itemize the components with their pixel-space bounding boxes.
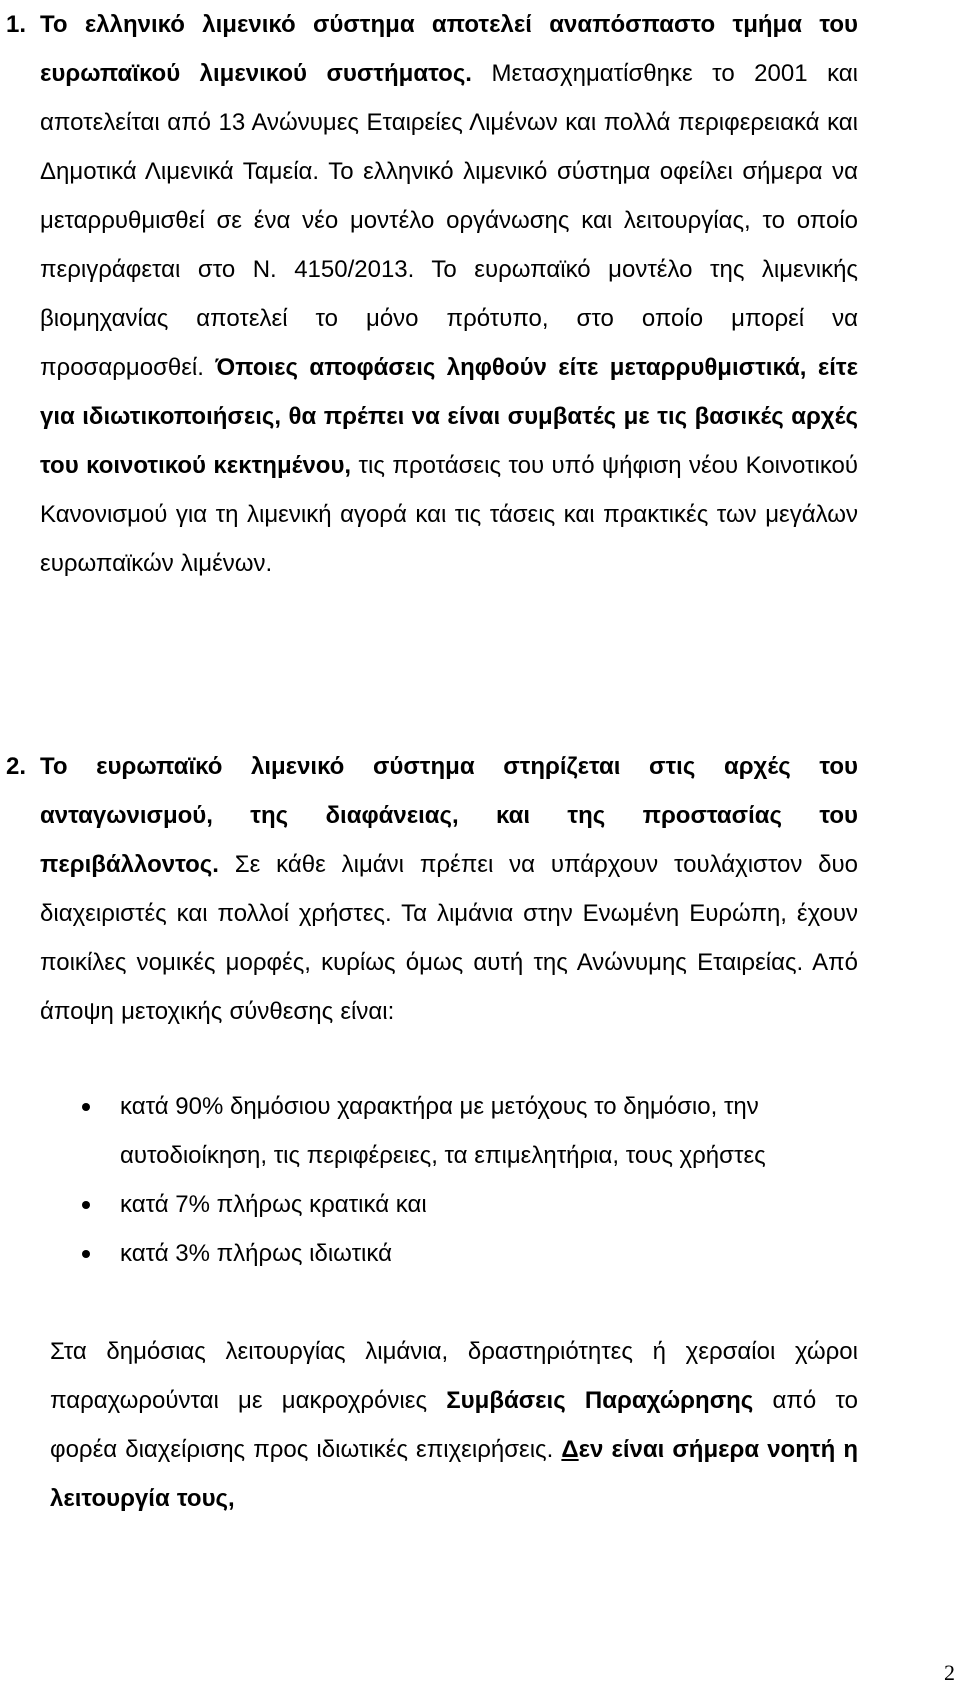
page-number: 2 [944,1660,955,1685]
list-item [0,1180,858,1229]
body-text: Σε κάθε λιμάνι πρέπει να υπάρχουν τουλάχιστον δυο διαχειριστές και πολλοί χρήστες. Τα λιμάνια στην Ενωμένη Ευρώπη, έχουν ποικίλες νομικές μορφές, κυρίως όμως αυτή της Ανώνυμης Εταιρείας. Από άποψη μετοχικής σύνθεσης είναι: [40,851,858,1025]
list-item [0,1082,858,1180]
item-number: 2. [6,753,27,780]
list-item [0,1229,858,1278]
bullet-icon [82,1250,90,1258]
paragraph-1 [40,0,858,588]
closing-paragraph [50,1327,858,1523]
bold-intro: Το ελληνικό λιμενικό σύστημα αποτελεί αναπόσπαστο τμήμα του ευρωπαϊκού λιμενικού συστήματος. [40,11,858,87]
body-text: Στα δημόσιας λειτουργίας λιμάνια, δραστηριότητες ή χερσαίοι χώροι παραχωρούνται με μακροχρόνιες [50,1338,858,1414]
numbered-item-1 [0,0,858,588]
underlined-letter: Δ [561,1436,579,1463]
bold-statement: εν είναι σήμερα νοητή η λειτουργία τους, [50,1436,858,1512]
shareholding-list [0,1082,858,1278]
list-item-text: κατά 7% πλήρως κρατικά και [120,1191,427,1218]
paragraph-2 [40,742,858,1036]
body-text: Μετασχηματίσθηκε το 2001 και αποτελείται από 13 Ανώνυμες Εταιρείες Λιμένων και πολλά περιφερειακά και Δημοτικά Λιμενικά Ταμεία. Το ελληνικό λιμενικό σύστημα οφείλει σήμερα να μεταρρυθμισθεί σε ένα νέο μοντέλο οργάνωσης και λειτουργίας, το οποίο περιγράφεται στο Ν. 4150/2013. Το ευρωπαϊκό μοντέλο της λιμενικής βιομηχανίας αποτελεί το μόνο πρότυπο, στο οποίο μπορεί να προσαρμοσθεί. [40,60,858,381]
bold-intro: Το ευρωπαϊκό λιμενικό σύστημα στηρίζεται στις αρχές του ανταγωνισμού, της διαφάνειας, και της προστασίας του περιβάλλοντος. [40,753,858,878]
bullet-icon [82,1103,90,1111]
bullet-icon [82,1201,90,1209]
list-item-text: κατά 90% δημόσιου χαρακτήρα με μετόχους το δημόσιο, την αυτοδιοίκηση, τις περιφέρειες, τα επιμελητήρια, τους χρήστες [120,1093,766,1169]
numbered-item-2 [0,742,858,1036]
bold-statement: Όποιες αποφάσεις ληφθούν είτε μεταρρυθμιστικά, είτε για ιδιωτικοποιήσεις, θα πρέπει να είναι συμβατές με τις βασικές αρχές του κοινοτικού κεκτημένου, [40,354,858,479]
list-item-text: κατά 3% πλήρως ιδιωτικά [120,1240,392,1267]
body-text: τις προτάσεις του υπό ψήφιση νέου Κοινοτικού Κανονισμού για τη λιμενική αγορά και τις τάσεις και πρακτικές των μεγάλων ευρωπαϊκών λιμένων. [40,452,858,577]
bold-term: Συμβάσεις Παραχώρησης [446,1387,754,1414]
item-number: 1. [6,11,27,38]
body-text: από το φορέα διαχείρισης προς ιδιωτικές επιχειρήσεις. [50,1387,859,1463]
